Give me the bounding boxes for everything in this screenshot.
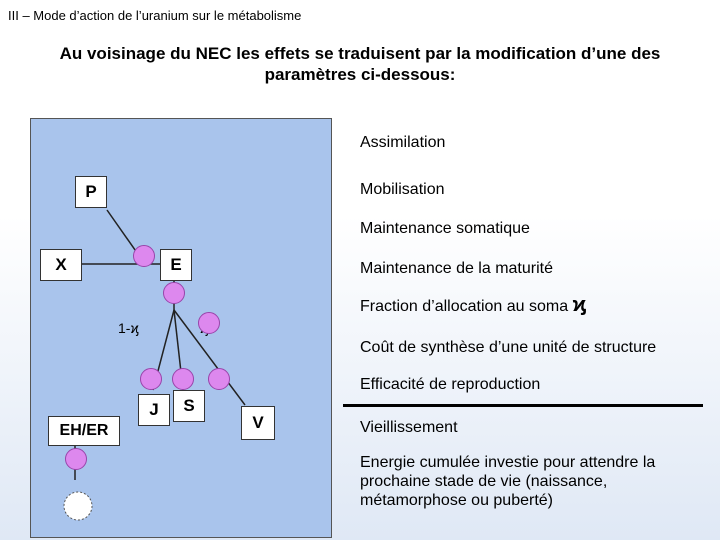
divider-line xyxy=(343,404,703,407)
maturity-marker xyxy=(65,448,87,470)
param-efficacite-reproduction: Efficacité de reproduction xyxy=(360,376,541,393)
param-maintenance-maturite: Maintenance de la maturité xyxy=(360,260,553,277)
x-box: X xyxy=(40,249,82,281)
param-assimilation: Assimilation xyxy=(360,134,446,151)
j-box: J xyxy=(138,394,170,426)
title-line-2: paramètres ci-dessous: xyxy=(264,65,456,84)
growth-marker xyxy=(140,368,162,390)
param-fraction-text: Fraction d’allocation au soma xyxy=(360,298,569,315)
p-box: P xyxy=(75,176,107,208)
egg-icon xyxy=(64,492,92,520)
mobilisation-marker xyxy=(163,282,185,304)
param-vieillissement: Vieillissement xyxy=(360,419,458,436)
param-mobilisation: Mobilisation xyxy=(360,181,445,198)
reproduction-marker xyxy=(208,368,230,390)
slide-header: III – Mode d’action de l’uranium sur le métabolisme xyxy=(8,8,302,23)
one-minus-kappa-label: 1-ϗ xyxy=(118,320,139,336)
param-maintenance-somatique: Maintenance somatique xyxy=(360,220,530,237)
kappa-marker xyxy=(198,312,220,334)
kappa-symbol: ϗ xyxy=(572,294,587,316)
param-energie-cumulee: Energie cumulée investie pour attendre la prochaine stade de vie (naissance, métamorphose ou puberté) xyxy=(360,454,656,509)
title-line-1: Au voisinage du NEC les effets se traduisent par la modification d’une des xyxy=(59,44,661,63)
s-box: S xyxy=(173,390,205,422)
eh-er-box: EH/ER xyxy=(48,416,120,446)
e-box: E xyxy=(160,249,192,281)
v-box: V xyxy=(241,406,275,440)
assimilation-marker xyxy=(133,245,155,267)
somatic-marker xyxy=(172,368,194,390)
param-fraction-allocation xyxy=(360,296,586,316)
param-cout-synthese: Coût de synthèse d’une unité de structure xyxy=(360,339,657,356)
